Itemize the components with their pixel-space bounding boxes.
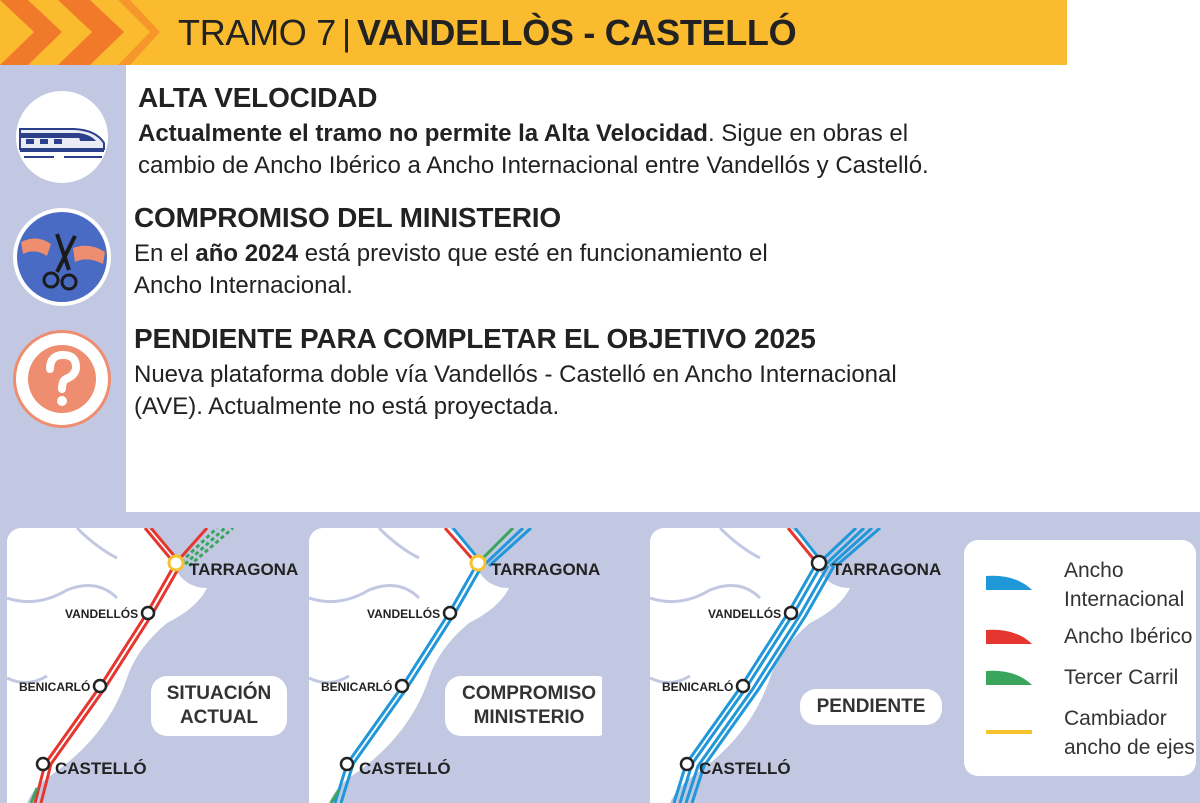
station-vandellos-marker [785,607,797,619]
scissors-ribbon-icon [13,208,111,306]
section-text-bold: año 2024 [195,240,299,267]
station-vandellos-marker [444,607,456,619]
section-text-part: En el [134,240,196,267]
page-title [178,12,796,54]
chevron-decoration-icon [0,0,170,65]
section-heading: PENDIENTE PARA COMPLETAR EL OBJETIVO 2025 [134,323,816,354]
map-state-label-line: ACTUAL [179,707,259,728]
map-state-label-line: MINISTERIO [473,707,585,728]
section-ministry-commitment [134,202,768,302]
station-benicarlo-marker [94,680,106,692]
legend-label-line: Cambiador [1064,707,1167,730]
map-state-label [445,676,602,736]
station-castello-marker [681,758,693,770]
swatch-green-icon [986,667,1034,687]
section-text-part: Nueva plataforma doble vía Vandellós - Castelló en Ancho Internacional [134,361,897,388]
section-text-bold: Actualmente el tramo no permite la Alta Velocidad [138,120,708,147]
section-text-part: Ancho Internacional. [134,272,353,299]
map-state-label-line: SITUACIÓN [166,683,272,704]
map-pending [650,528,950,803]
legend-label: Ancho Ibérico [1064,625,1193,648]
station-label: TARRAGONA [491,560,601,579]
map-state-label-line: COMPROMISO [461,683,597,704]
station-benicarlo-marker [396,680,408,692]
title-route: VANDELLÒS - CASTELLÓ [356,12,797,53]
map-state-label [800,689,942,725]
station-tarragona-marker [471,556,485,570]
station-label: TARRAGONA [832,560,942,579]
station-label: CASTELLÓ [55,759,147,778]
section-text [134,359,897,423]
section-text-part: está previsto que esté en funcionamiento el [298,240,768,267]
map-state-label-line: PENDIENTE [816,696,926,717]
title-section-number: TRAMO 7 [178,12,336,53]
station-label: CASTELLÓ [699,759,791,778]
station-label: BENICARLÓ [321,680,393,694]
legend-label: Tercer Carril [1064,666,1179,689]
legend-label-line: ancho de ejes [1064,736,1195,759]
section-heading: COMPROMISO DEL MINISTERIO [134,202,561,233]
station-label: VANDELLÓS [708,607,782,621]
section-text [138,118,929,182]
section-high-speed [138,82,929,182]
station-tarragona-marker [812,556,826,570]
section-text-part: . Sigue en obras el [707,120,909,147]
station-label: VANDELLÓS [367,607,441,621]
legend-label-line: Internacional [1064,588,1185,611]
section-text [134,238,768,302]
station-benicarlo-marker [737,680,749,692]
legend-label-line: Ancho [1064,559,1124,582]
question-icon [13,330,111,428]
station-tarragona-marker [169,556,183,570]
station-castello-marker [341,758,353,770]
section-heading: ALTA VELOCIDAD [138,82,378,113]
train-icon [13,88,111,186]
swatch-red-icon [986,626,1034,646]
station-label: TARRAGONA [189,560,299,579]
map-state-label [151,676,287,736]
map-legend [964,540,1196,776]
header-bar [0,0,1067,65]
map-ministry-commitment [309,528,602,803]
station-castello-marker [37,758,49,770]
station-label: BENICARLÓ [19,680,91,694]
section-text-part: cambio de Ancho Ibérico a Ancho Internacional entre Vandellós y Castelló. [138,152,929,179]
legend-label [1064,704,1195,762]
section-text-part: (AVE). Actualmente no está proyectada. [134,393,560,420]
swatch-yellow-line-icon [986,730,1034,736]
section-pending-objective [134,323,897,423]
swatch-blue-icon [986,572,1034,592]
legend-label [1064,556,1184,614]
title-separator: | [341,12,351,53]
station-label: BENICARLÓ [662,680,734,694]
station-label: CASTELLÓ [359,759,451,778]
station-label: VANDELLÓS [65,607,139,621]
station-vandellos-marker [142,607,154,619]
map-current-situation [7,528,300,803]
